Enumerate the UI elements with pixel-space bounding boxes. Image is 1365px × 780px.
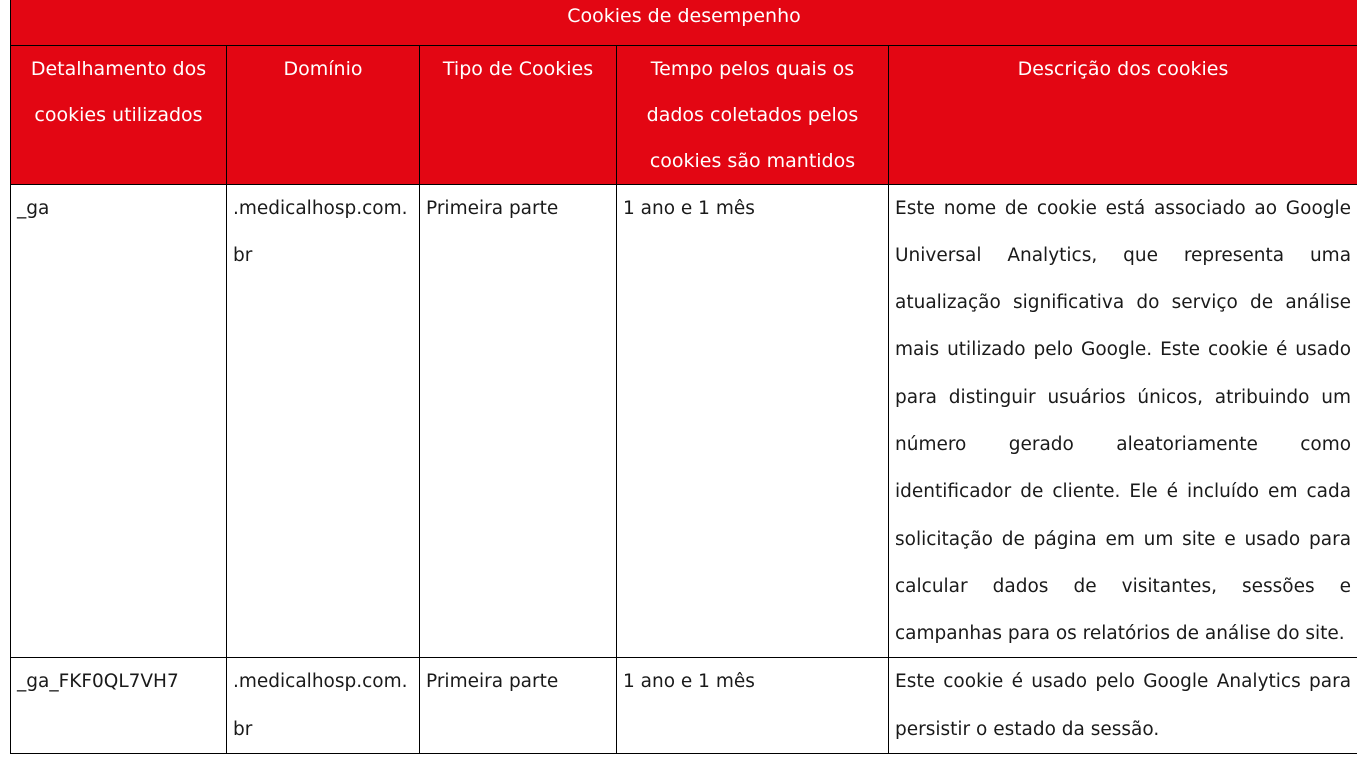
cookie-domain-cell: .medicalhosp.com.br [227, 184, 420, 658]
header-domain: Domínio [227, 45, 420, 184]
cookie-type-cell: Primeira parte [420, 658, 617, 754]
cookie-duration-cell: 1 ano e 1 mês [617, 184, 889, 658]
cookie-description-cell: Este nome de cookie está associado ao Google Universal Analytics, que representa uma atualização significativa do serviço de análise mais utilizado pelo Google. Este cookie é usado para distinguir usuários únicos, atribuindo um número gerado aleatoriamente como identificador de cliente. Ele é incluído em cada solicitação de página em um site e usado para calcular dados de visitantes, sessões e campanhas para os relatórios de análise do site. [889, 184, 1358, 658]
header-retention-time: Tempo pelos quais os dados coletados pelos cookies são mantidos [617, 45, 889, 184]
table-row [11, 184, 1358, 658]
cookie-type-cell: Primeira parte [420, 184, 617, 658]
table-title: Cookies de desempenho [11, 0, 1358, 45]
table-title-row [11, 0, 1358, 45]
cookie-domain-cell: .medicalhosp.com.br [227, 658, 420, 754]
cookie-description-cell: Este cookie é usado pelo Google Analytics para persistir o estado da sessão. [889, 658, 1358, 754]
performance-cookies-table [10, 0, 1357, 754]
header-description: Descrição dos cookies [889, 45, 1358, 184]
cookie-table-container [10, 0, 1357, 780]
table-row [11, 658, 1358, 754]
table-header-row [11, 45, 1358, 184]
header-cookie-detail: Detalhamento dos cookies utilizados [11, 45, 227, 184]
cookie-duration-cell: 1 ano e 1 mês [617, 658, 889, 754]
cookie-name-cell: _ga_FKF0QL7VH7 [11, 658, 227, 754]
header-cookie-type: Tipo de Cookies [420, 45, 617, 184]
cookie-name-cell: _ga [11, 184, 227, 658]
